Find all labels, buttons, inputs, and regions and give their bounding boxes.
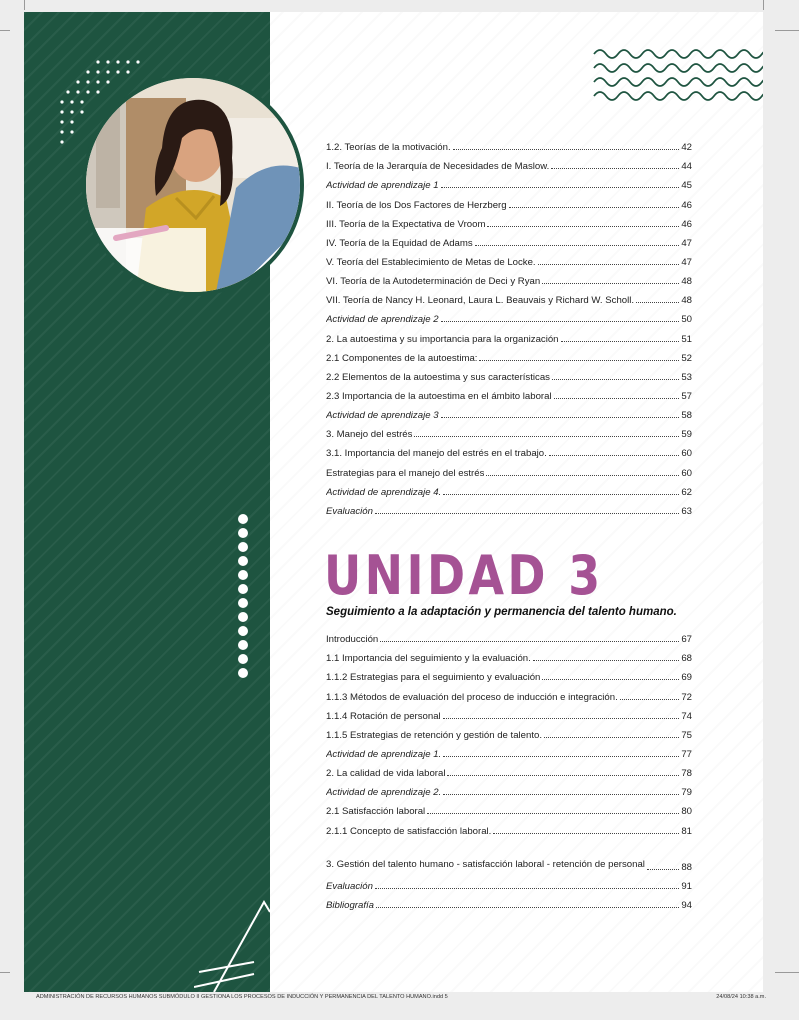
toc-leader-dots [441, 187, 680, 188]
toc-entry-title: Actividad de aprendizaje 4. [326, 486, 442, 498]
toc-leader-dots [509, 207, 680, 208]
toc-entry-page: 62 [681, 486, 692, 498]
crop-mark [763, 0, 764, 10]
toc-entry [326, 459, 692, 478]
toc-entry-page: 79 [681, 787, 692, 799]
toc-leader-dots [487, 226, 679, 227]
toc-entry-title: VII. Teoría de Nancy H. Leonard, Laura L. Beauvais y Richard W. Scholl. [326, 295, 635, 307]
toc-entry [326, 211, 692, 230]
toc-leader-dots [453, 149, 680, 150]
toc-leader-dots [549, 455, 680, 456]
toc-leader-dots [375, 888, 679, 889]
crop-mark [0, 30, 10, 31]
toc-leader-dots [443, 494, 679, 495]
toc-entry [326, 287, 692, 306]
toc-entry [326, 191, 692, 210]
toc-entry-title: 1.1.2 Estrategias para el seguimiento y evaluación [326, 672, 541, 684]
toc-leader-dots [533, 660, 680, 661]
crop-mark [775, 30, 799, 31]
toc-entry-title: 2.1.1 Concepto de satisfacción laboral. [326, 825, 492, 837]
toc-entry-page: 52 [681, 352, 692, 364]
toc-leader-dots [443, 794, 679, 795]
toc-entry-title: VI. Teoría de la Autodeterminación de Deci y Ryan [326, 276, 541, 288]
toc-entry-page: 94 [681, 899, 692, 911]
toc-leader-dots [447, 775, 679, 776]
toc-leader-dots [443, 756, 679, 757]
toc-entry-page: 91 [681, 880, 692, 892]
toc-entry [326, 268, 692, 287]
toc-leader-dots [475, 245, 680, 246]
toc-entry-title: 1.1.3 Métodos de evaluación del proceso de inducción e integración. [326, 691, 618, 703]
toc-entry [326, 153, 692, 172]
toc-entry-title: Actividad de aprendizaje 2. [326, 787, 442, 799]
toc-entry-page: 81 [681, 825, 692, 837]
unit-subtitle: Seguimiento a la adaptación y permanencia del talento humano. [326, 606, 677, 618]
crop-mark [0, 972, 10, 973]
toc-entry-page: 42 [681, 142, 692, 154]
toc-leader-dots [561, 341, 680, 342]
toc-entry-title: Evaluación [326, 505, 373, 517]
toc-leader-dots [544, 737, 679, 738]
toc-entry-title: II. Teoría de los Dos Factores de Herzberg [326, 199, 507, 211]
toc-entry [326, 249, 692, 268]
toc-leader-dots [443, 718, 680, 719]
toc-leader-dots [554, 398, 680, 399]
table-of-contents-top [326, 134, 692, 517]
toc-entry [326, 402, 692, 421]
toc-entry [326, 306, 692, 325]
toc-entry-title: 3.1. Importancia del manejo del estrés en el trabajo. [326, 448, 547, 460]
toc-entry [326, 134, 692, 153]
table-of-contents-bottom [326, 626, 692, 911]
toc-entry [326, 779, 692, 798]
toc-leader-dots [375, 513, 679, 514]
toc-entry-page: 46 [681, 218, 692, 230]
toc-entry [326, 683, 692, 702]
toc-entry [326, 421, 692, 440]
toc-entry-page: 75 [681, 729, 692, 741]
toc-entry-page: 59 [681, 429, 692, 441]
toc-entry [326, 345, 692, 364]
toc-entry-page: 48 [681, 276, 692, 288]
toc-leader-dots [542, 679, 679, 680]
toc-leader-dots [620, 699, 680, 700]
toc-entry-page: 72 [681, 691, 692, 703]
toc-entry-title: 2.1 Componentes de la autoestima: [326, 352, 478, 364]
toc-entry-page: 58 [681, 410, 692, 422]
toc-entry-page: 45 [681, 180, 692, 192]
toc-entry [326, 664, 692, 683]
toc-leader-dots [479, 360, 679, 361]
toc-entry-title: Actividad de aprendizaje 2 [326, 314, 439, 326]
toc-entry [326, 892, 692, 911]
footer-timestamp: 24/08/24 10:38 a.m. [716, 994, 766, 1000]
footer-file-label: ADMINISTRACIÓN DE RECURSOS HUMANOS SUBMÓDULO II GESTIONA LOS PROCESOS DE INDUCCIÓN Y PERMANENCIA DEL TALENTO HUMANO.indd 5 [36, 994, 448, 1000]
toc-leader-dots [414, 436, 679, 437]
toc-entry-title: 3. Manejo del estrés [326, 429, 413, 441]
toc-entry-page: 48 [681, 295, 692, 307]
toc-entry-title: V. Teoría del Establecimiento de Metas de Locke. [326, 256, 536, 268]
toc-entry-title: Estrategias para el manejo del estrés [326, 467, 485, 479]
toc-entry [326, 645, 692, 664]
toc-entry [326, 817, 692, 836]
toc-entry-page: 78 [681, 768, 692, 780]
print-footer [36, 994, 766, 1000]
toc-leader-dots [376, 907, 679, 908]
toc-entry [326, 873, 692, 892]
toc-entry-title: 2. La calidad de vida laboral [326, 768, 446, 780]
toc-leader-dots [647, 869, 679, 870]
toc-leader-dots [636, 302, 679, 303]
toc-entry-title: 2.1 Satisfacción laboral [326, 806, 426, 818]
toc-entry [326, 626, 692, 645]
toc-leader-dots [551, 168, 679, 169]
toc-entry-page: 74 [681, 710, 692, 722]
line-decoration [194, 892, 270, 992]
unit-title: UNIDAD 3 [324, 544, 604, 607]
toc-entry-title: 1.1 Importancia del seguimiento y la evaluación. [326, 653, 531, 665]
document-page [24, 12, 763, 992]
toc-entry-title: 1.1.5 Estrategias de retención y gestión de talento. [326, 729, 542, 741]
crop-mark [775, 972, 799, 973]
toc-entry [326, 440, 692, 459]
toc-entry-page: 51 [681, 333, 692, 345]
toc-leader-dots [542, 283, 679, 284]
toc-entry [326, 230, 692, 249]
toc-entry-title: Bibliografía [326, 899, 374, 911]
toc-leader-dots [493, 833, 679, 834]
photo-illustration [86, 78, 300, 292]
toc-leader-dots [486, 475, 679, 476]
toc-entry-title: III. Teoría de la Expectativa de Vroom [326, 218, 486, 230]
toc-leader-dots [380, 641, 679, 642]
toc-entry-title: 2. La autoestima y su importancia para la organización [326, 333, 559, 345]
toc-entry [326, 498, 692, 517]
toc-entry-page: 67 [681, 634, 692, 646]
toc-entry [326, 837, 692, 873]
toc-entry-page: 63 [681, 505, 692, 517]
toc-leader-dots [552, 379, 679, 380]
toc-entry [326, 479, 692, 498]
toc-entry-page: 47 [681, 256, 692, 268]
crop-mark [24, 0, 25, 10]
toc-entry-title: Actividad de aprendizaje 3 [326, 410, 439, 422]
toc-entry-title: 2.3 Importancia de la autoestima en el ámbito laboral [326, 390, 552, 402]
toc-entry-page: 53 [681, 371, 692, 383]
toc-entry [326, 703, 692, 722]
toc-entry-title: Actividad de aprendizaje 1 [326, 180, 439, 192]
toc-entry [326, 741, 692, 760]
toc-entry [326, 364, 692, 383]
toc-entry [326, 383, 692, 402]
toc-entry-page: 47 [681, 237, 692, 249]
toc-entry-title: Evaluación [326, 880, 373, 892]
zigzag-wave-decoration [592, 42, 763, 108]
toc-entry [326, 798, 692, 817]
toc-leader-dots [538, 264, 680, 265]
toc-leader-dots [441, 321, 680, 322]
toc-entry [326, 760, 692, 779]
toc-entry-page: 57 [681, 390, 692, 402]
toc-entry-title: I. Teoría de la Jerarquía de Necesidades de Maslow. [326, 161, 550, 173]
toc-entry [326, 325, 692, 344]
toc-entry-page: 60 [681, 448, 692, 460]
toc-entry-page: 46 [681, 199, 692, 211]
toc-entry-page: 50 [681, 314, 692, 326]
toc-entry-title: 3. Gestión del talento humano - satisfacción laboral - retención de personal [326, 858, 645, 870]
toc-entry-page: 60 [681, 467, 692, 479]
toc-entry-page: 77 [681, 748, 692, 760]
toc-entry-page: 88 [681, 861, 692, 873]
vertical-dot-decoration [229, 514, 257, 682]
toc-entry-title: Actividad de aprendizaje 1. [326, 748, 442, 760]
toc-entry-page: 68 [681, 653, 692, 665]
toc-entry-title: IV. Teoría de la Equidad de Adams [326, 237, 473, 249]
toc-leader-dots [427, 813, 679, 814]
toc-entry-page: 69 [681, 672, 692, 684]
toc-entry-title: 2.2 Elementos de la autoestima y sus características [326, 371, 550, 383]
toc-entry-title: Introducción [326, 634, 379, 646]
woman-smiling-at-desk-photo [82, 74, 304, 296]
toc-entry [326, 722, 692, 741]
toc-entry-page: 44 [681, 161, 692, 173]
toc-entry-title: 1.1.4 Rotación de personal [326, 710, 441, 722]
toc-entry [326, 172, 692, 191]
toc-entry-page: 80 [681, 806, 692, 818]
toc-leader-dots [441, 417, 680, 418]
toc-entry-title: 1.2. Teorías de la motivación. [326, 142, 451, 154]
